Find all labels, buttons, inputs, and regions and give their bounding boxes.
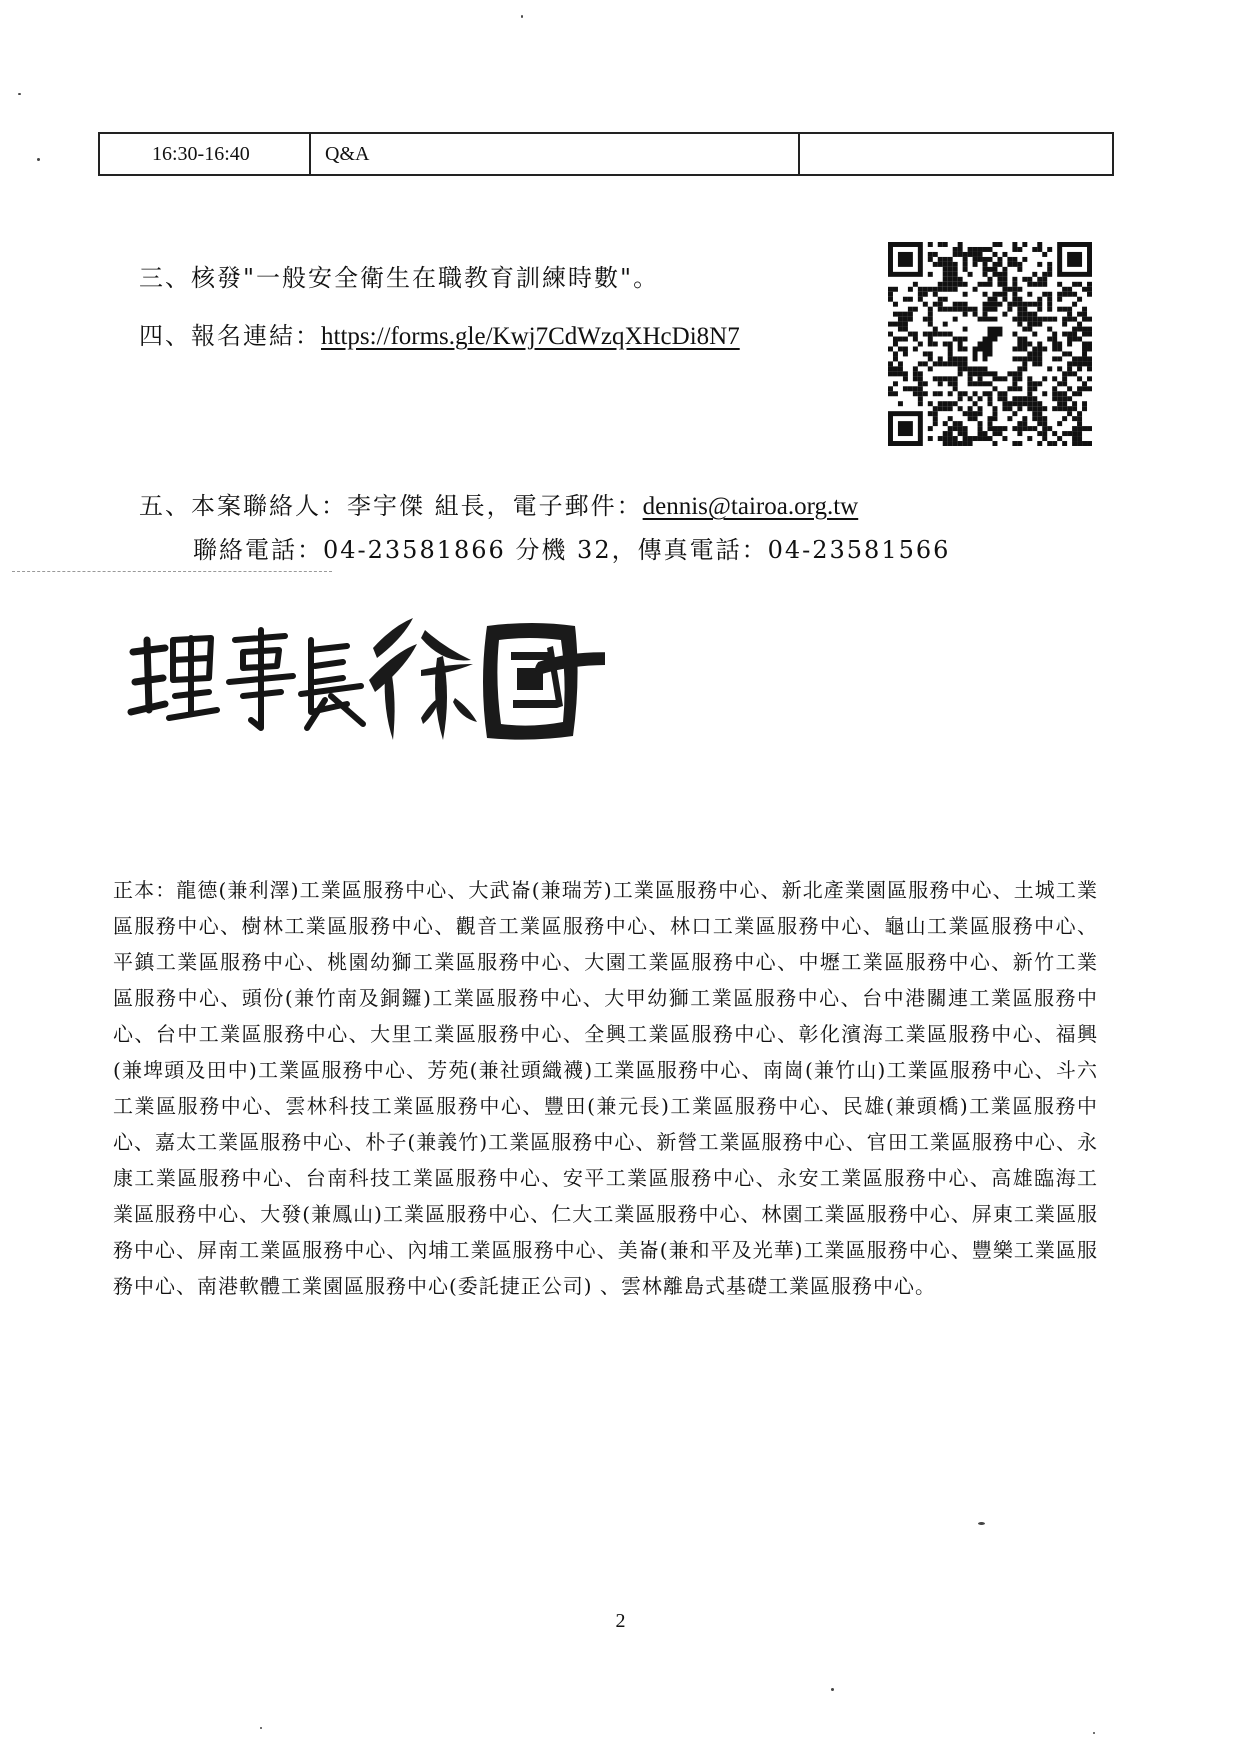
handwritten-signature-icon — [125, 600, 605, 750]
item-4-registration — [139, 316, 740, 351]
contact-email-link[interactable]: dennis@tairoa.org.tw — [642, 493, 859, 520]
item-5-contact — [139, 486, 858, 521]
item-3-prefix: 三、核發 — [139, 264, 243, 292]
registration-link[interactable]: https://forms.gle/Kwj7CdWzqXHcDi8N7 — [321, 323, 740, 350]
scan-speck — [978, 1522, 985, 1525]
item-4-prefix: 四、報名連結： — [139, 322, 321, 350]
scan-speck — [831, 1688, 834, 1691]
scan-speck — [18, 93, 21, 95]
schedule-time-cell: 16:30-16:40 — [100, 134, 311, 174]
schedule-speaker-cell — [800, 134, 1112, 174]
schedule-table-row — [98, 132, 1114, 176]
item-5-phone-line: 聯絡電話：04-23581866 分機 32，傳真電話：04-23581566 — [193, 536, 951, 564]
page-number: 2 — [615, 1610, 626, 1632]
schedule-topic-cell: Q&A — [311, 134, 800, 174]
scan-speck — [1093, 1732, 1095, 1734]
recipients-paragraph: 正本：龍德(兼利澤)工業區服務中心、大武崙(兼瑞芳)工業區服務中心、新北產業園區服務中心、土城工業區服務中心、樹林工業區服務中心、觀音工業區服務中心、林口工業區服務中心、龜山工業區服務中心、平鎮工業區服務中心、桃園幼獅工業區服務中心、大園工業區服務中心、中壢工業區服務中心、新竹工業區服務中心、頭份(兼竹南及銅鑼)工業區服務中心、大甲幼獅工業區服務中心、台中港關連工業區服務中心、台中工業區服務中心、大里工業區服務中心、全興工業區服務中心、彰化濱海工業區服務中心、福興(兼埤頭及田中)工業區服務中心、芳苑(兼社頭織襪)工業區服務中心、南崗(兼竹山)工業區服務中心、斗六工業區服務中心、雲林科技工業區服務中心、豐田(兼元長)工業區服務中心、民雄(兼頭橋)工業區服務中心、嘉太工業區服務中心、朴子(兼義竹)工業區服務中心、新營工業區服務中心、官田工業區服務中心、永康工業區服務中心、台南科技工業區服務中心、安平工業區服務中心、永安工業區服務中心、高雄臨海工業區服務中心、大發(兼鳳山)工業區服務中心、仁大工業區服務中心、林園工業區服務中心、屏東工業區服務中心、屏南工業區服務中心、內埔工業區服務中心、美崙(兼和平及光華)工業區服務中心、豐樂工業區服務中心、南港軟體工業園區服務中心(委託捷正公司) 、雲林離島式基礎工業區服務中心。 — [113, 878, 1098, 1298]
scan-speck — [37, 158, 40, 161]
scan-speck — [260, 1727, 262, 1729]
item-3-training-hours — [139, 258, 659, 293]
item-5-prefix: 五、本案聯絡人：李宇傑 組長，電子郵件： — [139, 492, 643, 520]
dino-icon — [968, 322, 1013, 367]
item-3-text: "一般安全衛生在職教育訓練時數"。 — [243, 264, 660, 292]
scan-artifact-line — [12, 571, 332, 572]
scan-speck — [521, 15, 523, 18]
qr-code-icon — [888, 242, 1092, 446]
